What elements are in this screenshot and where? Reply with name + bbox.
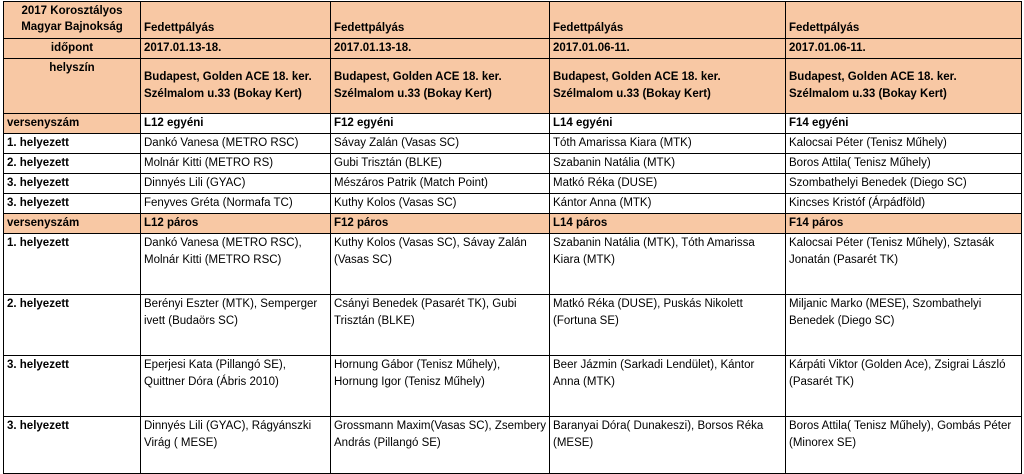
result-cell: Kalocsai Péter (Tenisz Műhely), Sztasák Jonatán (Pasarét TK) (786, 234, 1022, 295)
place-1: Budapest, Golden ACE 18. ker. Szélmalom u.33 (Bokay Kert) (141, 59, 331, 114)
table-row (4, 134, 1022, 154)
result-cell: Matkó Réka (DUSE), Puskás Nikolett (Fortuna SE) (550, 295, 786, 356)
placement-label: 2. helyezett (4, 295, 141, 356)
date-label: időpont (4, 39, 141, 59)
table-row (4, 234, 1022, 295)
doubles-event-2: F12 páros (331, 214, 550, 234)
result-cell: Molnár Kitti (METRO RS) (141, 154, 331, 174)
placement-label: 3. helyezett (4, 174, 141, 194)
result-cell: Tóth Amarissa Kiara (MTK) (550, 134, 786, 154)
doubles-event-1: L12 páros (141, 214, 331, 234)
table-row (4, 417, 1022, 474)
results-table (3, 1, 1022, 474)
singles-event-label: versenyszám (4, 114, 141, 134)
date-4: 2017.01.06-11. (786, 39, 1022, 59)
doubles-event-3: L14 páros (550, 214, 786, 234)
doubles-event-row (4, 214, 1022, 234)
result-cell: Matkó Réka (DUSE) (550, 174, 786, 194)
venue-type-3: Fedettpályás (550, 2, 786, 39)
championship-title: 2017 Korosztályos Magyar Bajnokság (4, 2, 141, 39)
result-cell: Beer Jázmin (Sarkadi Lendület), Kántor Anna (MTK) (550, 356, 786, 417)
date-3: 2017.01.06-11. (550, 39, 786, 59)
table-row (4, 356, 1022, 417)
place-4: Budapest, Golden ACE 18. ker. Szélmalom u.33 (Bokay Kert) (786, 59, 1022, 114)
table-row (4, 295, 1022, 356)
header-place-row (4, 59, 1022, 114)
doubles-event-label: versenyszám (4, 214, 141, 234)
venue-type-1: Fedettpályás (141, 2, 331, 39)
singles-event-1: L12 egyéni (141, 114, 331, 134)
result-cell: Csányi Benedek (Pasarét TK), Gubi Trisztán (BLKE) (331, 295, 550, 356)
venue-type-2: Fedettpályás (331, 2, 550, 39)
singles-event-4: F14 egyéni (786, 114, 1022, 134)
result-cell: Fenyves Gréta (Normafa TC) (141, 194, 331, 214)
singles-event-3: L14 egyéni (550, 114, 786, 134)
placement-label: 3. helyezett (4, 417, 141, 474)
result-cell: Dankó Vanesa (METRO RSC), Molnár Kitti (METRO RSC) (141, 234, 331, 295)
singles-event-2: F12 egyéni (331, 114, 550, 134)
result-cell: Szombathelyi Benedek (Diego SC) (786, 174, 1022, 194)
result-cell: Dinnyés Lili (GYAC), Rágyánszki Virág ( MESE) (141, 417, 331, 474)
result-cell: Boros Attila( Tenisz Műhely) (786, 154, 1022, 174)
result-cell: Kárpáti Viktor (Golden Ace), Zsigrai László (Pasarét TK) (786, 356, 1022, 417)
result-cell: Hornung Gábor (Tenisz Műhely), Hornung Igor (Tenisz Műhely) (331, 356, 550, 417)
result-cell: Kántor Anna (MTK) (550, 194, 786, 214)
date-2: 2017.01.13-18. (331, 39, 550, 59)
table-row (4, 174, 1022, 194)
result-cell: Miljanic Marko (MESE), Szombathelyi Benedek (Diego SC) (786, 295, 1022, 356)
placement-label: 3. helyezett (4, 356, 141, 417)
result-cell: Boros Attila( Tenisz Műhely), Gombás Péter (Minorex SE) (786, 417, 1022, 474)
result-cell: Dinnyés Lili (GYAC) (141, 174, 331, 194)
result-cell: Baranyai Dóra( Dunakeszi), Borsos Réka (MESE) (550, 417, 786, 474)
result-cell: Szabanin Natália (MTK) (550, 154, 786, 174)
result-cell: Sávay Zalán (Vasas SC) (331, 134, 550, 154)
date-1: 2017.01.13-18. (141, 39, 331, 59)
place-2: Budapest, Golden ACE 18. ker. Szélmalom u.33 (Bokay Kert) (331, 59, 550, 114)
placement-label: 1. helyezett (4, 134, 141, 154)
header-date-row (4, 39, 1022, 59)
table-row (4, 194, 1022, 214)
place-label: helyszín (4, 59, 141, 114)
result-cell: Gubi Trisztán (BLKE) (331, 154, 550, 174)
result-cell: Berényi Eszter (MTK), Semperger ivett (Budaörs SC) (141, 295, 331, 356)
placement-label: 2. helyezett (4, 154, 141, 174)
result-cell: Kalocsai Péter (Tenisz Műhely) (786, 134, 1022, 154)
result-cell: Kuthy Kolos (Vasas SC), Sávay Zalán (Vasas SC) (331, 234, 550, 295)
placement-label: 1. helyezett (4, 234, 141, 295)
place-3: Budapest, Golden ACE 18. ker. Szélmalom u.33 (Bokay Kert) (550, 59, 786, 114)
doubles-event-4: F14 páros (786, 214, 1022, 234)
result-cell: Mészáros Patrik (Match Point) (331, 174, 550, 194)
header-title-row (4, 2, 1022, 39)
result-cell: Dankó Vanesa (METRO RSC) (141, 134, 331, 154)
result-cell: Kuthy Kolos (Vasas SC) (331, 194, 550, 214)
singles-event-row (4, 114, 1022, 134)
result-cell: Kincses Kristóf (Árpádföld) (786, 194, 1022, 214)
result-cell: Grossmann Maxim(Vasas SC), Zsembery András (Pillangó SE) (331, 417, 550, 474)
placement-label: 3. helyezett (4, 194, 141, 214)
result-cell: Eperjesi Kata (Pillangó SE), Quittner Dóra (Ábris 2010) (141, 356, 331, 417)
table-row (4, 154, 1022, 174)
result-cell: Szabanin Natália (MTK), Tóth Amarissa Kiara (MTK) (550, 234, 786, 295)
venue-type-4: Fedettpályás (786, 2, 1022, 39)
